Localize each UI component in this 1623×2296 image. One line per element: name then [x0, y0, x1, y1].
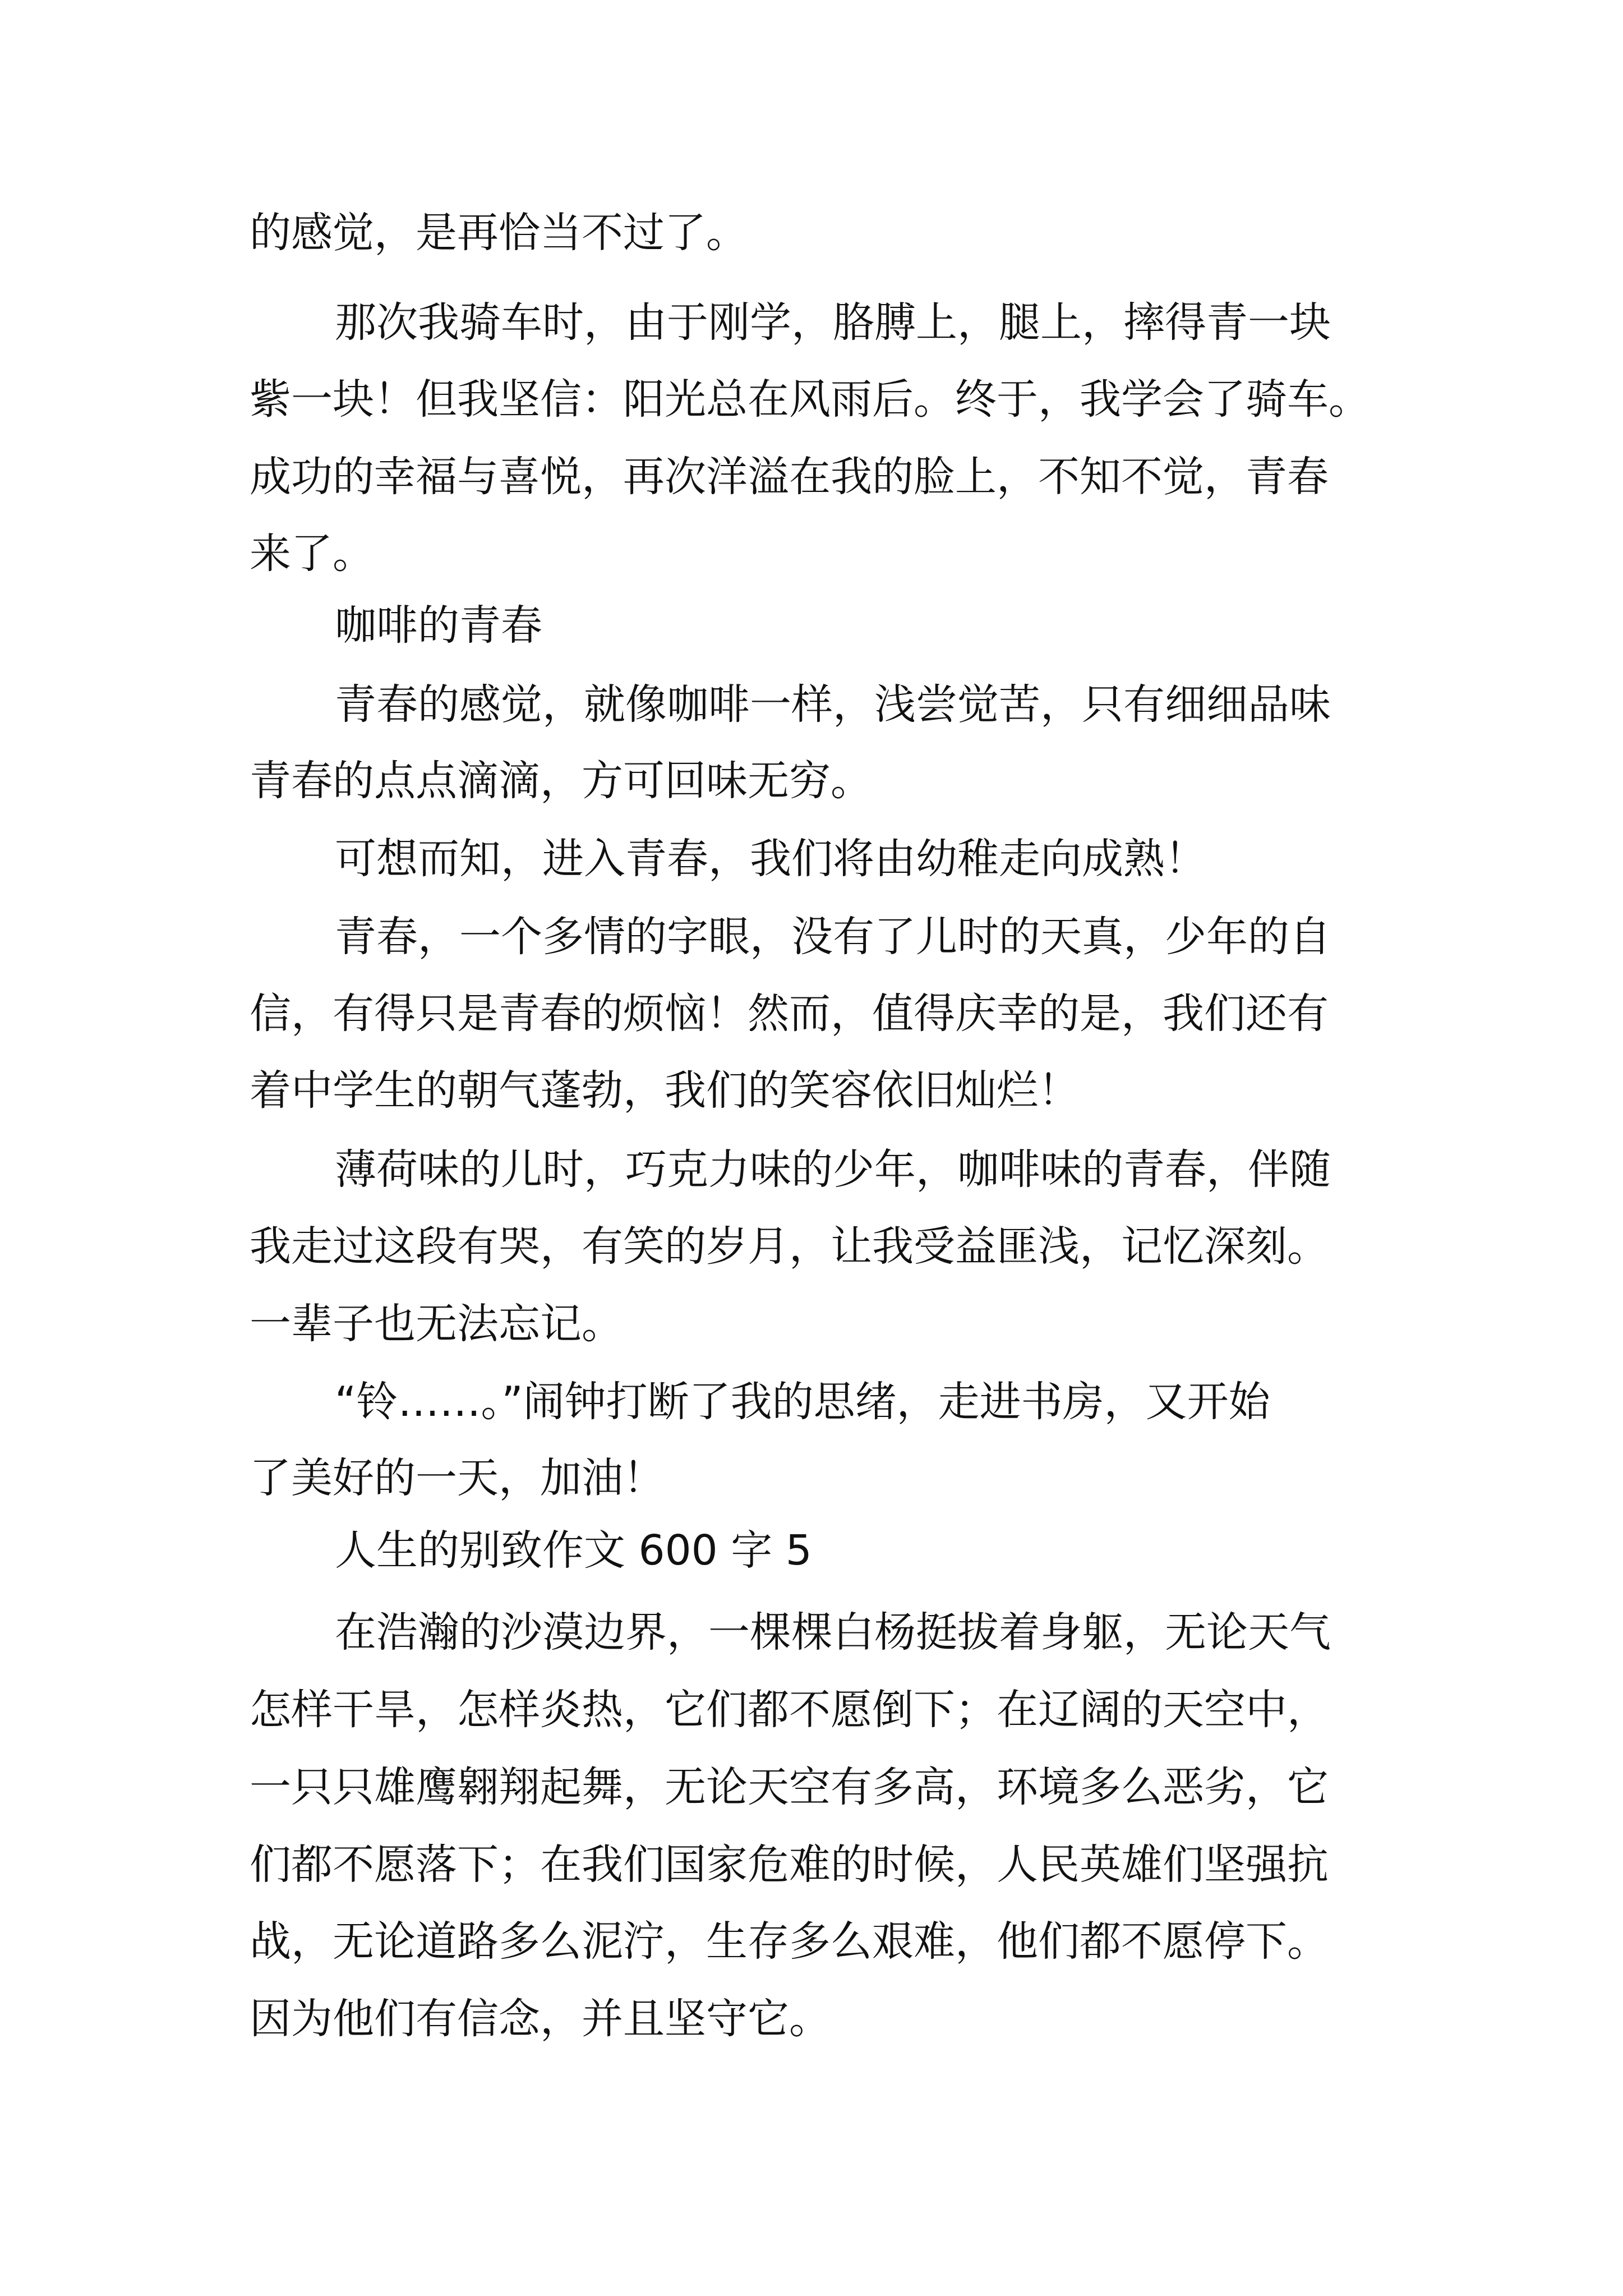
text-line: 了美好的一天，加油！ [250, 1454, 665, 1502]
section-heading: 咖啡的青春 [335, 601, 542, 650]
text-line: 可想而知，进入青春，我们将由幼稚走向成熟！ [335, 835, 1206, 883]
text-line: 的感觉，是再恰当不过了。 [250, 209, 748, 257]
text-line: 来了。 [250, 530, 374, 578]
section-heading: 人生的别致作文 600 字 5 [335, 1526, 812, 1575]
text-line: 薄荷味的儿时，巧克力味的少年，咖啡味的青春，伴随 [335, 1145, 1331, 1194]
text-line: 成功的幸福与喜悦，再次洋溢在我的脸上，不知不觉，青春 [250, 453, 1329, 501]
text-line: 怎样干旱，怎样炎热，它们都不愿倒下；在辽阔的天空中， [250, 1686, 1329, 1734]
text-line: 青春，一个多情的字眼，没有了儿时的天真，少年的自 [335, 913, 1331, 961]
text-line: 在浩瀚的沙漠边界，一棵棵白杨挺拔着身躯，无论天气 [335, 1608, 1331, 1657]
text-line: 那次我骑车时，由于刚学，胳膊上，腿上，摔得青一块 [335, 298, 1331, 347]
text-line: 因为他们有信念，并且坚守它。 [250, 1995, 831, 2043]
text-line: 们都不愿落下；在我们国家危难的时候，人民英雄们坚强抗 [250, 1841, 1329, 1889]
text-line: 一只只雄鹰翱翔起舞，无论天空有多高，环境多么恶劣，它 [250, 1763, 1329, 1811]
text-line: 一辈子也无法忘记。 [250, 1300, 623, 1348]
text-line: 着中学生的朝气蓬勃，我们的笑容依旧灿烂！ [250, 1066, 1080, 1115]
text-line: 紫一块！但我坚信：阳光总在风雨后。终于，我学会了骑车。 [250, 375, 1370, 424]
text-line: 信，有得只是青春的烦恼！然而，值得庆幸的是，我们还有 [250, 990, 1329, 1038]
text-line: 青春的点点滴滴，方可回味无穷。 [250, 757, 872, 805]
text-line: “铃……。”闹钟打断了我的思绪，走进书房，又开始 [335, 1378, 1270, 1426]
text-line: 青春的感觉，就像咖啡一样，浅尝觉苦，只有细细品味 [335, 680, 1331, 729]
text-line: 我走过这段有哭，有笑的岁月，让我受益匪浅，记忆深刻。 [250, 1222, 1329, 1271]
text-line: 战，无论道路多么泥泞，生存多么艰难，他们都不愿停下。 [250, 1917, 1329, 1966]
